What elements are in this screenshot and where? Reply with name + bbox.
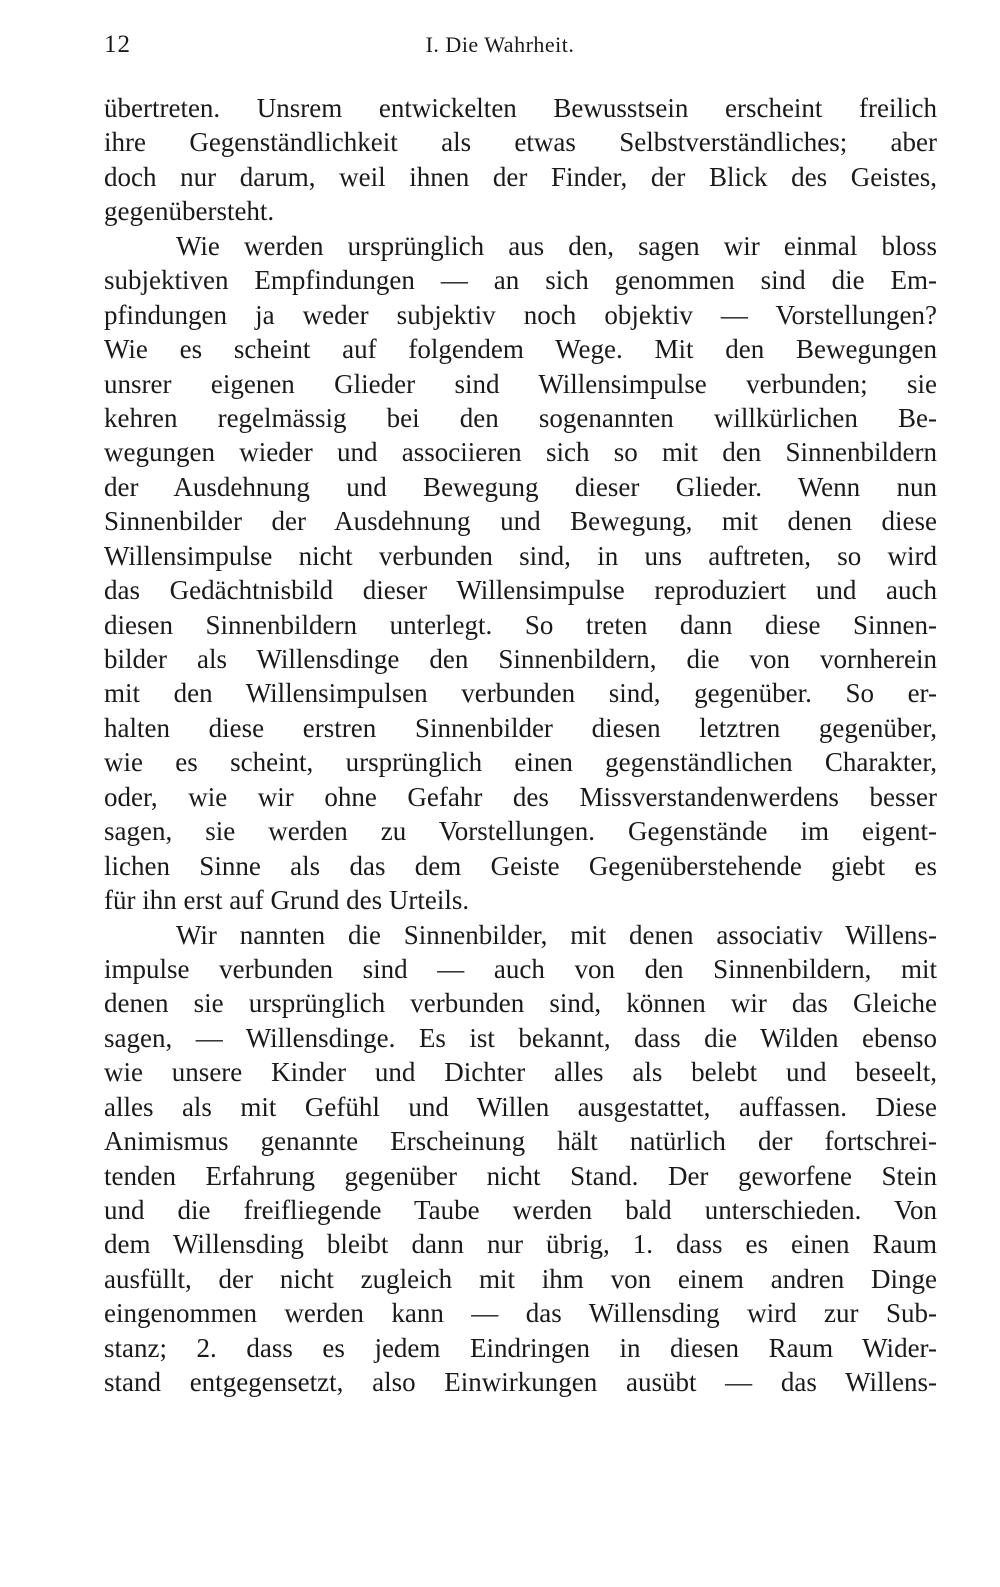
- text-line: wegungen wieder und associieren sich so mit den Sinnenbildern: [104, 437, 937, 468]
- text-line: ausfüllt, der nicht zugleich mit ihm von einem andren Dinge: [104, 1263, 937, 1294]
- text-line: denen sie ursprünglich verbunden sind, können wir das Gleiche: [104, 988, 937, 1019]
- text-line: subjektiven Empfindungen — an sich genommen sind die Em-: [104, 265, 937, 296]
- text-line: halten diese erstren Sinnenbilder diesen letztren gegenüber,: [104, 712, 937, 743]
- text-line: Wie es scheint auf folgendem Wege. Mit den Bewegungen: [104, 334, 937, 365]
- text-line: Animismus genannte Erscheinung hält natürlich der fortschrei-: [104, 1126, 937, 1157]
- text-line: gegenübersteht.: [104, 196, 275, 227]
- text-line: alles als mit Gefühl und Willen ausgestattet, auffassen. Diese: [104, 1091, 937, 1122]
- text-line: übertreten. Unsrem entwickelten Bewusstsein erscheint freilich: [104, 93, 937, 123]
- body-text: [104, 91, 937, 1400]
- text-line: dem Willensding bleibt dann nur übrig, 1. dass es einen Raum: [104, 1229, 937, 1260]
- text-line: tenden Erfahrung gegenüber nicht Stand. Der geworfene Stein: [104, 1160, 937, 1191]
- text-line: sagen, — Willensdinge. Es ist bekannt, dass die Wilden ebenso: [104, 1022, 937, 1053]
- text-line: diesen Sinnenbildern unterlegt. So treten dann diese Sinnen-: [104, 609, 937, 640]
- text-line: oder, wie wir ohne Gefahr des Missverstandenwerdens besser: [104, 781, 937, 812]
- text-line: kehren regelmässig bei den sogenannten willkürlichen Be-: [104, 402, 937, 433]
- text-line: doch nur darum, weil ihnen der Finder, der Blick des Geistes,: [104, 161, 937, 192]
- text-line: unsrer eigenen Glieder sind Willensimpulse verbunden; sie: [104, 368, 937, 399]
- text-line: wie unsere Kinder und Dichter alles als belebt und beseelt,: [104, 1057, 937, 1088]
- text-line: stand entgegensetzt, also Einwirkungen ausübt — das Willens-: [104, 1367, 937, 1398]
- text-line: bilder als Willensdinge den Sinnenbildern, die von vornherein: [104, 644, 937, 674]
- text-line: der Ausdehnung und Bewegung dieser Glieder. Wenn nun: [104, 471, 937, 502]
- text-line: eingenommen werden kann — das Willensding wird zur Sub-: [104, 1298, 937, 1329]
- text-line: mit den Willensimpulsen verbunden sind, gegenüber. So er-: [104, 678, 937, 709]
- text-line: für ihn erst auf Grund des Urteils.: [104, 885, 470, 916]
- page-number: 12: [104, 31, 131, 58]
- text-line: Sinnenbilder der Ausdehnung und Bewegung, mit denen diese: [104, 506, 937, 537]
- paragraph-first-line: Wir nannten die Sinnenbilder, mit denen associativ Willens-: [176, 919, 937, 950]
- text-line: lichen Sinne als das dem Geiste Gegenüberstehende giebt es: [104, 850, 937, 881]
- text-line: wie es scheint, ursprünglich einen gegenständlichen Charakter,: [104, 747, 937, 778]
- text-line: Willensimpulse nicht verbunden sind, in uns auftreten, so wird: [104, 540, 937, 571]
- text-line: und die freifliegende Taube werden bald unterschieden. Von: [104, 1195, 937, 1225]
- text-line: das Gedächtnisbild dieser Willensimpulse reproduziert und auch: [104, 575, 937, 606]
- paragraph-first-line: Wie werden ursprünglich aus den, sagen wir einmal bloss: [176, 230, 937, 261]
- running-head: I. Die Wahrheit.: [425, 32, 575, 57]
- text-line: impulse verbunden sind — auch von den Sinnenbildern, mit: [104, 953, 937, 984]
- text-line: pfindungen ja weder subjektiv noch objektiv — Vorstellungen?: [104, 299, 937, 330]
- text-line: sagen, sie werden zu Vorstellungen. Gegenstände im eigent-: [104, 816, 937, 847]
- text-line: ihre Gegenständlichkeit als etwas Selbstverständliches; aber: [104, 127, 937, 158]
- text-line: stanz; 2. dass es jedem Eindringen in diesen Raum Wider-: [104, 1332, 937, 1363]
